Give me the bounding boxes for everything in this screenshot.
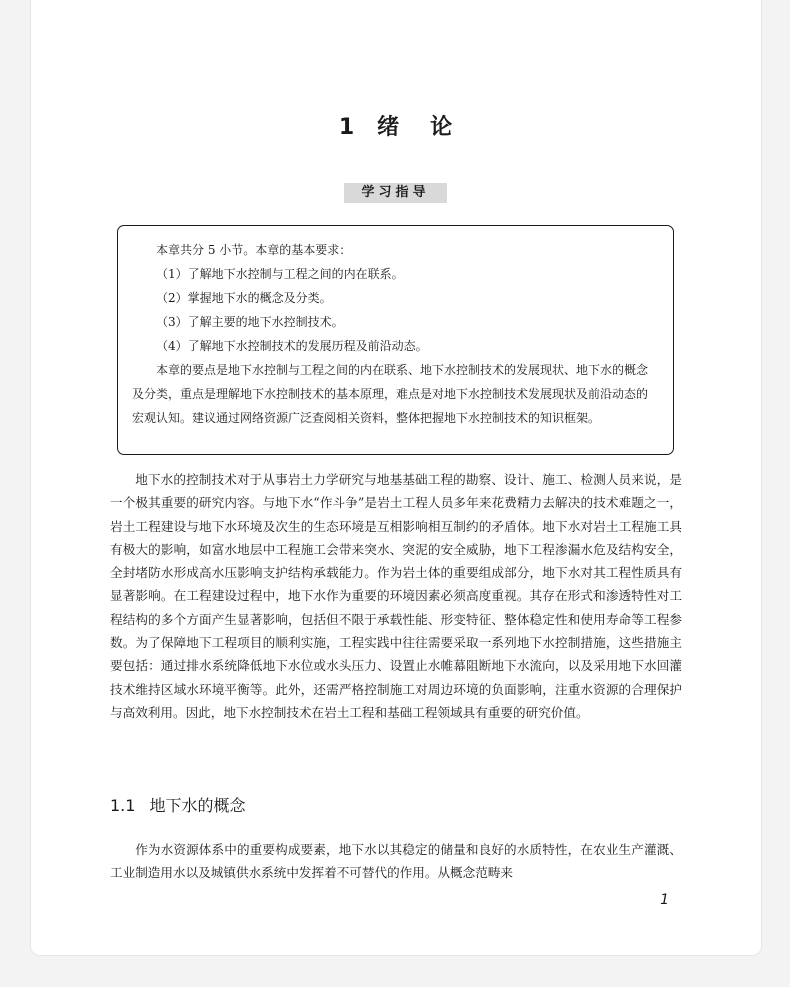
requirement-item: （3）了解主要的地下水控制技术。	[156, 315, 344, 329]
requirement-item: （2）掌握地下水的概念及分类。	[156, 291, 332, 305]
requirement-item: （4）了解地下水控制技术的发展历程及前沿动态。	[156, 339, 428, 353]
main-paragraph: 地下水的控制技术对于从事岩土力学研究与地基基础工程的勘察、设计、施工、检测人员来说，是一个极其重要的研究内容。与地下水“作斗争”是岩土工程人员多年来花费精力去解决的技术难题之一，岩土工程建设与地下水环境及次生的生态环境是互相影响相互制约的矛盾体。地下水对岩土工程施工具有极大的影响，如富水地层中工程施工会带来突水、突泥的安全威胁，地下工程渗漏水危及结构安全，全封堵防水形成高水压影响支护结构承载能力。作为岩土体的重要组成部分，地下水对其工程性质具有显著影响。在工程建设过程中，地下水作为重要的环境因素必须高度重视。其存在形式和渗透特性对工程结构的多个方面产生显著影响，包括但不限于承载性能、形变特征、整体稳定性和使用寿命等工程参数。为了保障地下工程项目的顺利实施，工程实践中往往需要采取一系列地下水控制措施，这些措施主要包括：通过排水系统降低地下水位或水头压力、设置止水帷幕阻断地下水流向，以及采用地下水回灌技术维持区域水环境平衡等。此外，还需严格控制施工对周边环境的负面影响，注重水资源的合理保护与高效利用。因此，地下水控制技术在岩土工程和基础工程领域具有重要的研究价值。	[110, 472, 682, 720]
chapter-title	[31, 110, 761, 141]
main-body	[110, 468, 682, 724]
book-page	[30, 0, 762, 956]
section-body	[110, 838, 682, 885]
page-number: 1	[660, 892, 669, 908]
study-guide-label: 学习指导	[344, 183, 447, 203]
section-title: 地下水的概念	[149, 796, 246, 815]
study-guide-intro: 本章共分 5 小节。本章的基本要求：	[156, 243, 352, 257]
requirement-item: （1）了解地下水控制与工程之间的内在联系。	[156, 267, 404, 281]
chapter-title-char-2: 论	[430, 115, 454, 140]
study-guide-summary: 本章的要点是地下水控制与工程之间的内在联系、地下水控制技术的发展现状、地下水的概念及分类，重点是理解地下水控制技术的基本原理，难点是对地下水控制技术发展现状及前沿动态的宏观认知。建议通过网络资源广泛查阅相关资料，整体把握地下水控制技术的知识框架。	[132, 363, 649, 425]
chapter-title-char-1: 绪	[377, 115, 401, 140]
study-guide-box	[117, 225, 674, 455]
chapter-number: 1	[338, 115, 356, 140]
section-paragraph: 作为水资源体系中的重要构成要素，地下水以其稳定的储量和良好的水质特性，在农业生产灌溉、工业制造用水以及城镇供水系统中发挥着不可替代的作用。从概念范畴来	[110, 842, 682, 881]
section-number: 1.1	[110, 796, 136, 815]
section-heading	[110, 793, 245, 816]
